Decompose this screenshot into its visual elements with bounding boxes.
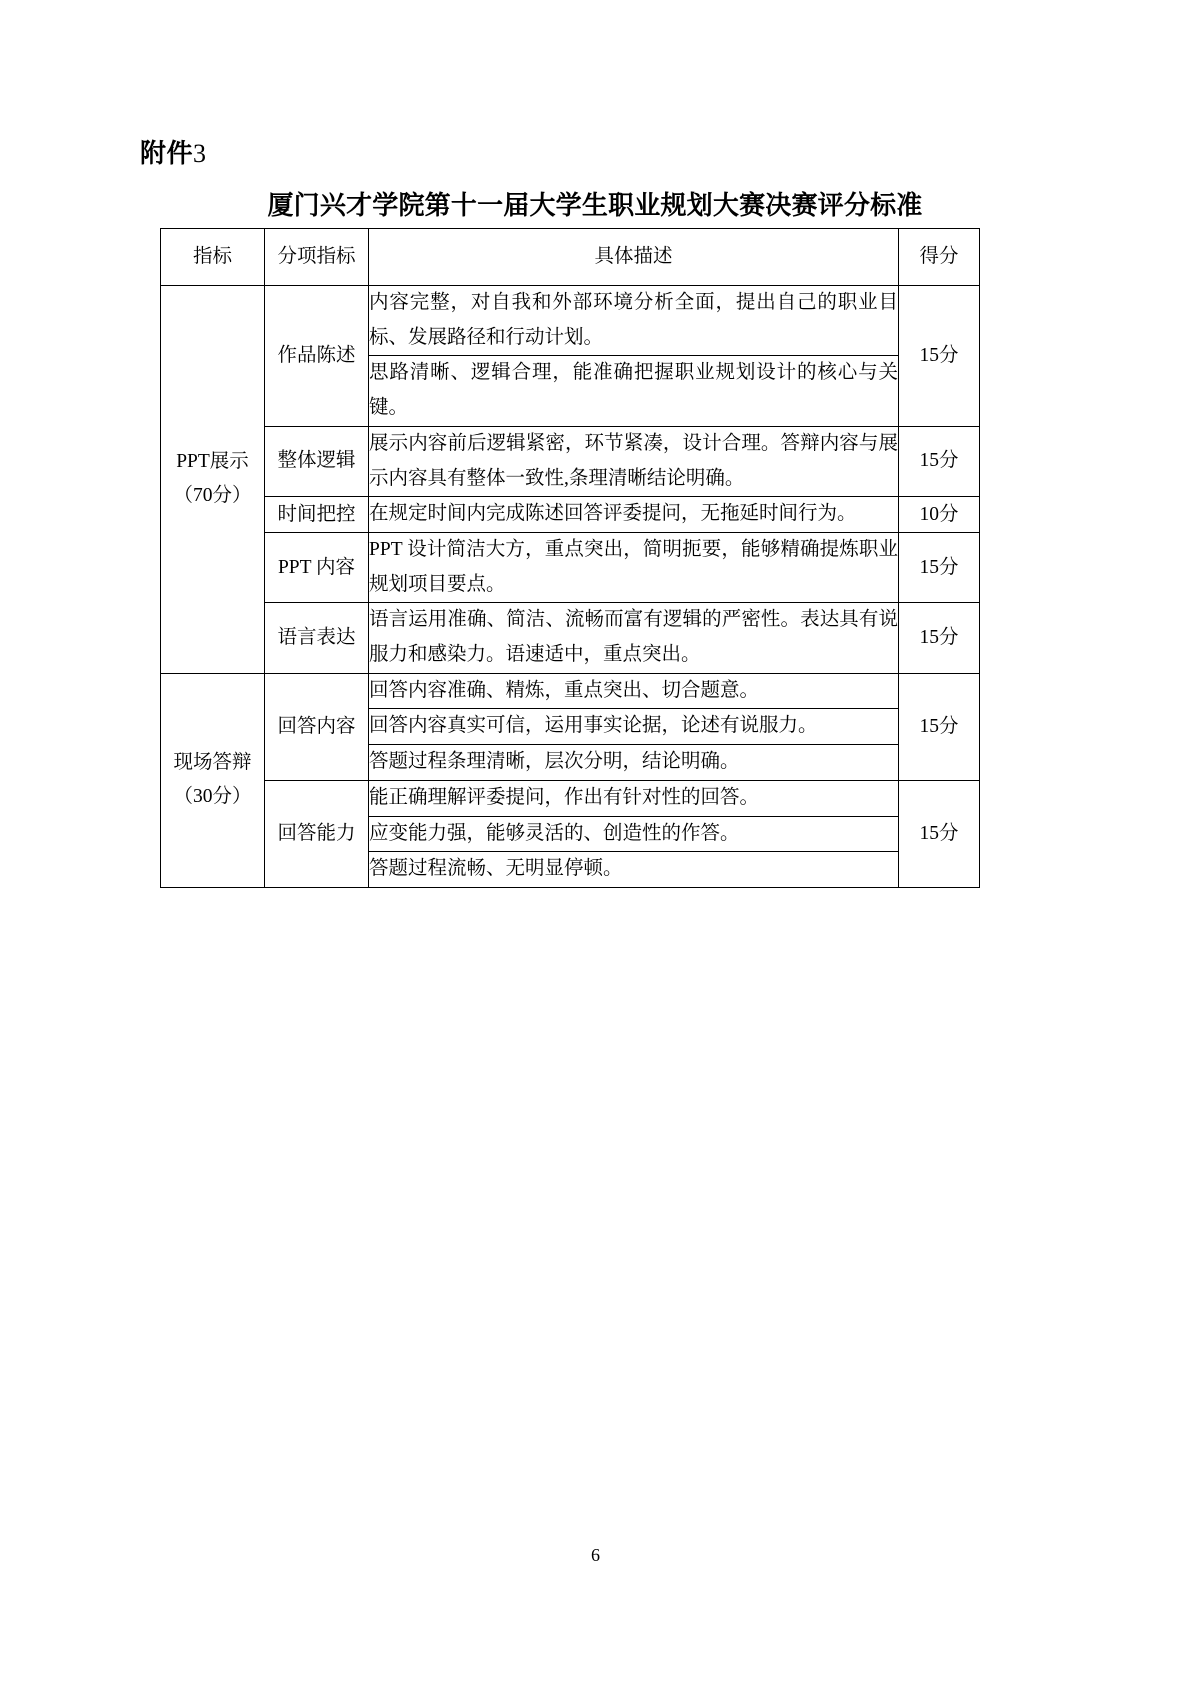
page-number: 6 (591, 1545, 600, 1565)
description-line: 展示内容前后逻辑紧密，环节紧凑，设计合理。答辩内容与展示内容具有整体一致性,条理清晰结论明确。 (369, 432, 898, 489)
table-row (161, 426, 980, 496)
description-cell (369, 816, 899, 852)
attachment-number: 3 (193, 139, 207, 168)
sub-indicator-language-expression: 语言表达 (265, 603, 369, 673)
header-score: 得分 (899, 229, 980, 286)
score-cell: 15分 (899, 532, 980, 602)
attachment-label-text: 附件 (140, 139, 194, 168)
category-cell-ppt (161, 286, 265, 674)
score-cell: 15分 (899, 426, 980, 496)
table-row (161, 532, 980, 602)
category-name: 现场答辩 (173, 752, 252, 774)
table-row (161, 286, 980, 356)
score-cell: 15分 (899, 673, 980, 780)
description-cell (369, 603, 899, 673)
description-line: 能正确理解评委提问，作出有针对性的回答。 (369, 786, 760, 808)
score-cell: 15分 (899, 780, 980, 887)
sub-indicator-answer-ability: 回答能力 (265, 780, 369, 887)
page-title: 厦门兴才学院第十一届大学生职业规划大赛决赛评分标准 (267, 191, 923, 220)
header-sub-indicator: 分项指标 (265, 229, 369, 286)
description-line: 应变能力强，能够灵活的、创造性的作答。 (369, 822, 740, 844)
description-cell (369, 709, 899, 745)
table-row (161, 780, 980, 816)
category-cell-defense (161, 673, 265, 887)
description-cell (369, 780, 899, 816)
category-weight: （30分） (173, 786, 252, 808)
sub-indicator-overall-logic: 整体逻辑 (265, 426, 369, 496)
category-weight: （70分） (173, 485, 252, 507)
table-header-row (161, 229, 980, 286)
description-cell (369, 426, 899, 496)
description-line: 语言运用准确、简洁、流畅而富有逻辑的严密性。表达具有说服力和感染力。语速适中，重点突出。 (369, 609, 898, 666)
description-line: 答题过程条理清晰，层次分明，结论明确。 (369, 751, 740, 773)
description-cell (369, 852, 899, 888)
description-cell (369, 497, 899, 533)
table-row (161, 497, 980, 533)
description-line: 回答内容真实可信，运用事实论据，论述有说服力。 (369, 715, 818, 737)
description-cell (369, 532, 899, 602)
attachment-label (140, 133, 207, 170)
score-cell: 15分 (899, 603, 980, 673)
description-line: 回答内容准确、精炼，重点突出、切合题意。 (369, 679, 760, 701)
description-cell (369, 673, 899, 709)
description-cell (369, 286, 899, 356)
sub-indicator-work-presentation: 作品陈述 (265, 286, 369, 427)
description-line: 内容完整，对自我和外部环境分析全面，提出自己的职业目标、发展路径和行动计划。 (369, 292, 898, 348)
table-row (161, 603, 980, 673)
header-indicator: 指标 (161, 229, 265, 286)
table-row (161, 673, 980, 709)
description-cell (369, 745, 899, 781)
header-description: 具体描述 (369, 229, 899, 286)
sub-indicator-answer-content: 回答内容 (265, 673, 369, 780)
score-cell: 15分 (899, 286, 980, 427)
description-cell (369, 356, 899, 426)
scoring-criteria-table (160, 228, 980, 888)
description-line: 思路清晰、逻辑合理，能准确把握职业规划设计的核心与关键。 (369, 362, 898, 419)
sub-indicator-time-control: 时间把控 (265, 497, 369, 533)
description-line: 答题过程流畅、无明显停顿。 (369, 858, 623, 880)
sub-indicator-ppt-content: PPT 内容 (265, 532, 369, 602)
score-cell: 10分 (899, 497, 980, 533)
description-line: PPT 设计简洁大方，重点突出，简明扼要，能够精确提炼职业规划项目要点。 (369, 538, 898, 595)
description-line: 在规定时间内完成陈述回答评委提问，无拖延时间行为。 (369, 503, 857, 525)
category-name: PPT展示 (176, 451, 249, 473)
